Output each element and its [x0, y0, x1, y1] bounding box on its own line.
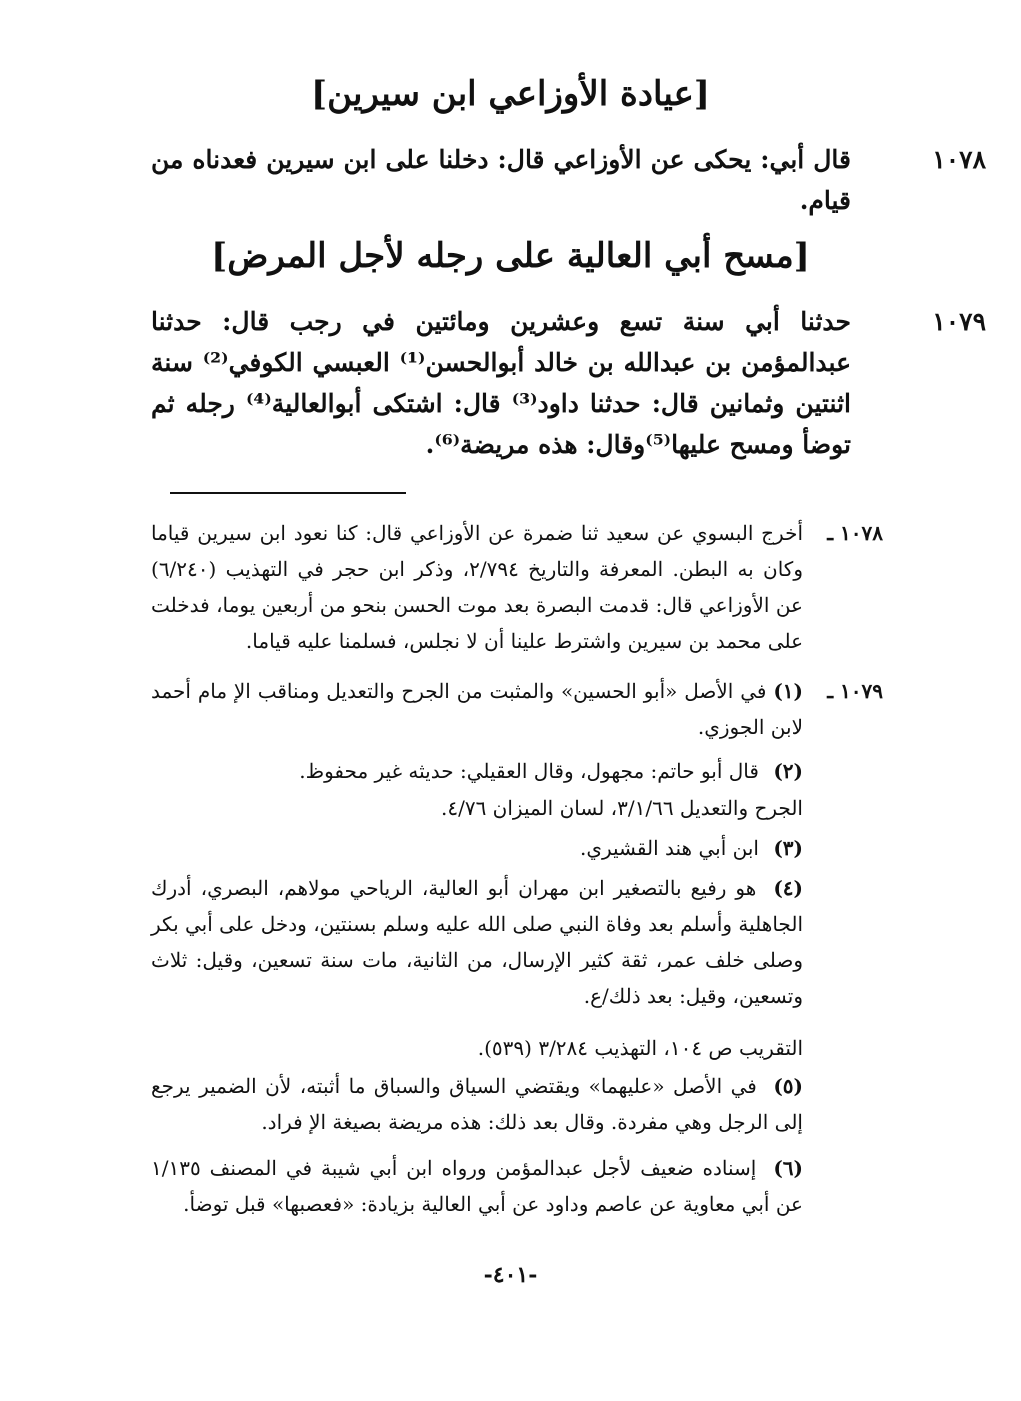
hadith-entry-1078	[151, 139, 986, 221]
footnote-index: (٤)	[773, 876, 804, 900]
footnote-1079-4-source: التقريب ص ١٠٤، التهذيب ٣/٢٨٤ (٥٣٩).	[477, 1036, 803, 1060]
footnote-index: (٥)	[773, 1074, 804, 1098]
entry-text: حدثنا أبي سنة تسع وعشرين ومائتين في رجب قال: حدثنا عبدالمؤمن بن عبدالله بن خالد أبوالحسن⁽¹⁾ العبسي الكوفي⁽²⁾ سنة اثنتين وثمانين قال: حدثنا داود⁽³⁾ قال: اشتكى أبوالعالية⁽⁴⁾ رجله ثم توضأ ومسح عليها⁽⁵⁾وقال: هذه مريضة⁽⁶⁾.	[151, 307, 852, 459]
section-heading-ibn-sirin-visit: [عيادة الأوزاعي ابن سيرين]	[311, 74, 710, 114]
footnote-1079-2-source: الجرح والتعديل ٣/١/٦٦، لسان الميزان ٤/٧٦.	[441, 796, 803, 820]
footnote-1079-4	[151, 870, 803, 1014]
footnote-text: أخرج البسوي عن سعيد ثنا ضمرة عن الأوزاعي قال: كنا نعود ابن سيرين قياما وكان به البطن. المعرفة والتاريخ ٢/٧٩٤، وذكر ابن حجر في التهذيب (٦/٢٤٠) عن الأوزاعي قال: قدمت البصرة بعد موت الحسن بنحو من أربعين يوما، فدخلت على محمد بن سيرين واشترط علينا أن لا نجلس، فسلمنا عليه قياما.	[151, 521, 803, 653]
footnote-number: ١٠٧٩ ـ	[827, 679, 883, 703]
page-number: -٤٠١-	[483, 1262, 538, 1288]
footnote-text: هو رفيع بالتصغير ابن مهران أبو العالية، الرياحي مولاهم، البصري، أدرك الجاهلية وأسلم بعد وفاة النبي صلى الله عليه وسلم بسنتين، ودخل على أبي بكر وصلى خلف عمر، ثقة كثير الإرسال، من الثانية، مات سنة تسعين، وقيل: ثلاث وتسعين، وقيل: بعد ذلك/ع.	[151, 876, 803, 1008]
footnote-number: ١٠٧٨ ـ	[827, 521, 883, 545]
footnote-index: (٢)	[773, 759, 803, 783]
footnote-1078	[151, 515, 883, 659]
footnote-1079-1	[151, 673, 883, 745]
entry-text: قال أبي: يحكى عن الأوزاعي قال: دخلنا على ابن سيرين فعدناه من قيام.	[151, 145, 851, 215]
footnote-text: قال أبو حاتم: مجهول، وقال العقيلي: حديثه غير محفوظ.	[299, 759, 759, 783]
footnote-text: إسناده ضعيف لأجل عبدالمؤمن ورواه ابن أبي شيبة في المصنف ١/١٣٥ عن أبي معاوية عن عاصم وداود عن أبي العالية بزيادة: «فعصبها» قبل توضأ.	[151, 1156, 803, 1216]
footnote-text: في الأصل «عليهما» ويقتضي السياق والسباق ما أثبته، لأن الضمير يرجع إلى الرجل وهي مفردة. وقال بعد ذلك: هذه مريضة بصيغة الإ فراد.	[151, 1074, 803, 1134]
footnote-index: (٣)	[773, 836, 803, 860]
footnote-1079-3	[151, 830, 803, 866]
footnote-1079-2	[151, 753, 803, 789]
footnote-1079-6	[151, 1150, 803, 1222]
footnote-text: في الأصل «أبو الحسين» والمثبت من الجرح والتعديل ومناقب الإ مام أحمد لابن الجوزي.	[151, 679, 803, 739]
footnote-divider	[170, 492, 406, 494]
section-heading-abu-aliya: [مسح أبي العالية على رجله لأجل المرض]	[211, 236, 810, 276]
footnote-index: (١)	[773, 679, 804, 703]
entry-number: ١٠٧٩	[932, 307, 986, 336]
footnote-text: ابن أبي هند القشيري.	[579, 836, 759, 860]
hadith-entry-1079	[151, 301, 986, 465]
footnote-index: (٦)	[773, 1156, 803, 1180]
footnote-1079-5	[151, 1068, 803, 1140]
entry-number: ١٠٧٨	[932, 145, 986, 174]
